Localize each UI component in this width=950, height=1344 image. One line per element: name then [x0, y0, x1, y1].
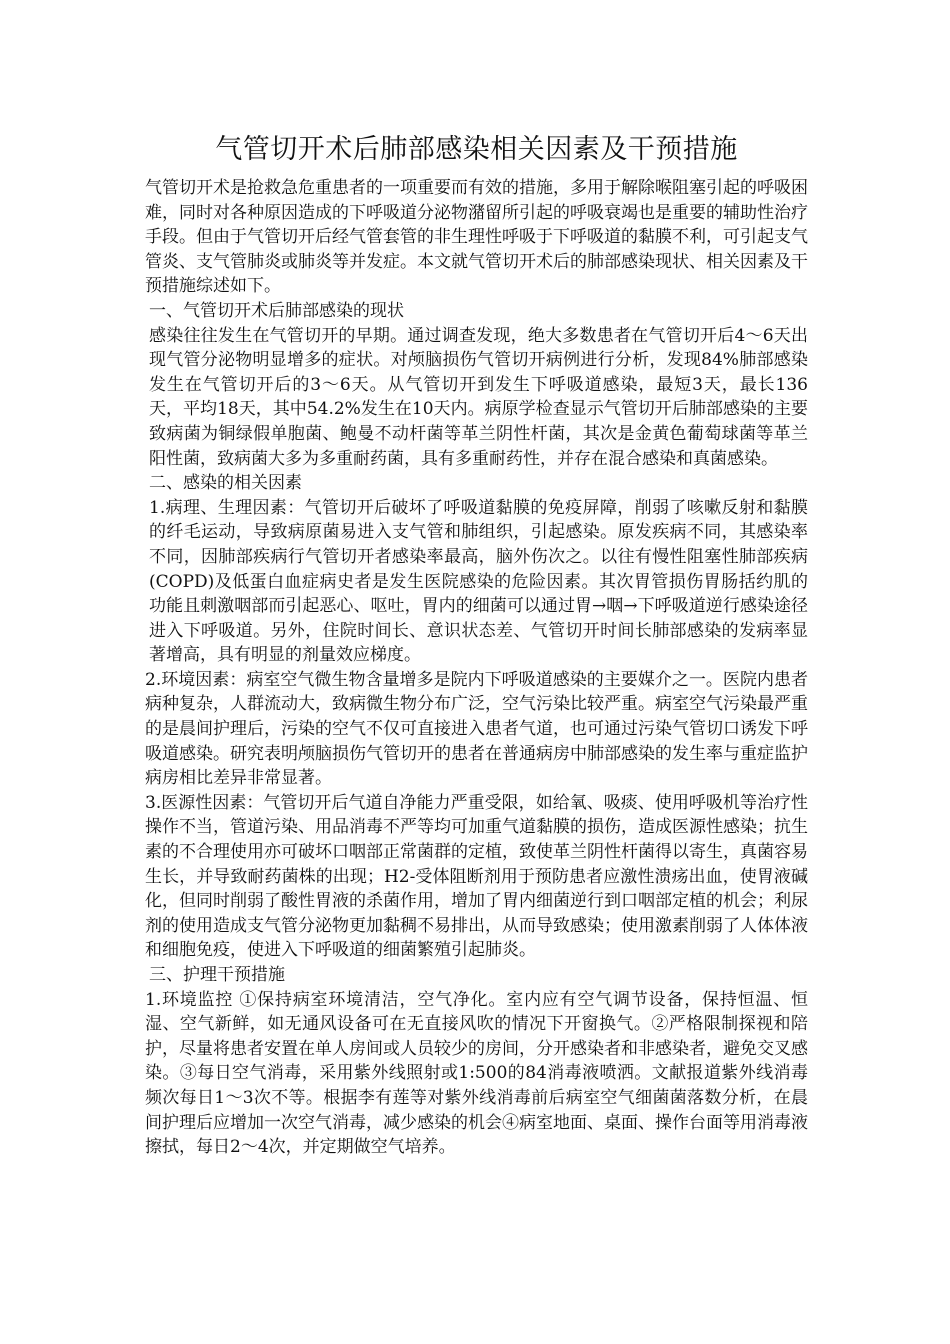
section-2-item-3: 3.医源性因素：气管切开后气道自净能力严重受限，如给氧、吸痰、使用呼吸机等治疗性操作不当，管道污染、用品消毒不严等均可加重气道黏膜的损伤，造成医源性感染；抗生素的不合理使用亦可破坏口咽部正常菌群的定植，致使革兰阴性杆菌得以寄生，真菌容易生长，并导致耐药菌株的出现；H2-受体阻断剂用于预防患者应激性溃疡出血，使胃液碱化，但同时削弱了酸性胃液的杀菌作用，增加了胃内细菌逆行到口咽部定植的机会；利尿剂的使用造成支气管分泌物更加黏稠不易排出，从而导致感染；使用激素削弱了人体体液和细胞免疫，使进入下呼吸道的细菌繁殖引起肺炎。: [145, 792, 808, 961]
document-page: [145, 128, 808, 1160]
section-1-heading: 一、气管切开术后肺部感染的现状: [149, 300, 404, 321]
section-3-item-1: 1.环境监控 ①保持病室环境清洁，空气净化。室内应有空气调节设备，保持恒温、恒湿、空气新鲜，如无通风设备可在无直接风吹的情况下开窗换气。②严格限制探视和陪护，尽量将患者安置在单人房间或人员较少的房间，分开感染者和非感染者，避免交叉感染。③每日空气消毒，采用紫外线照射或1:500的84消毒液喷洒。文献报道紫外线消毒频次每日1～3次不等。根据李有莲等对紫外线消毒前后病室空气细菌菌落数分析，在晨间护理后应增加一次空气消毒，减少感染的机会④病室地面、桌面、操作台面等用消毒液擦拭，每日2～4次，并定期做空气培养。: [145, 989, 808, 1158]
intro-paragraph: 气管切开术是抢救急危重患者的一项重要而有效的措施，多用于解除喉阻塞引起的呼吸困难，同时对各种原因造成的下呼吸道分泌物潴留所引起的呼吸衰竭也是重要的辅助性治疗手段。但由于气管切开后经气管套管的非生理性呼吸于下呼吸道的黏膜不利，可引起支气管炎、支气管肺炎或肺炎等并发症。本文就气管切开术后的肺部感染现状、相关因素及干预措施综述如下。: [145, 178, 808, 297]
section-2-item-2: 2.环境因素：病室空气微生物含量增多是院内下呼吸道感染的主要媒介之一。医院内患者病种复杂，人群流动大，致病微生物分布广泛，空气污染比较严重。病室空气污染最严重的是晨间护理后，污染的空气不仅可直接进入患者气道，也可通过污染气管切口诱发下呼吸道感染。研究表明颅脑损伤气管切开的患者在普通病房中肺部感染的发生率与重症监护病房相比差异非常显著。: [145, 669, 808, 789]
section-2-heading: 二、感染的相关因素: [149, 473, 302, 494]
section-1-body: 感染往往发生在气管切开的早期。通过调查发现，绝大多数患者在气管切开后4～6天出现气管分泌物明显增多的症状。对颅脑损伤气管切开病例进行分析，发现84%肺部感染发生在气管切开后的3～6天。从气管切开到发生下呼吸道感染，最短3天，最长136天，平均18天，其中54.2%发生在10天内。病原学检查显示气管切开后肺部感染的主要致病菌为铜绿假单胞菌、鲍曼不动杆菌等革兰阴性杆菌，其次是金黄色葡萄球菌等革兰阳性菌，致病菌大多为多重耐药菌，具有多重耐药性，并存在混合感染和真菌感染。: [149, 325, 808, 469]
section-3-heading: 三、护理干预措施: [149, 965, 285, 985]
section-2-item-1: 1.病理、生理因素：气管切开后破坏了呼吸道黏膜的免疫屏障，削弱了咳嗽反射和黏膜的纤毛运动，导致病原菌易进入支气管和肺组织，引起感染。原发疾病不同，其感染率不同，因肺部疾病行气管切开者感染率最高，脑外伤次之。以往有慢性阻塞性肺部疾病(COPD)及低蛋白血症病史者是发生医院感染的危险因素。其次胃管损伤胃肠括约肌的功能且刺激咽部而引起恶心、呕吐，胃内的细菌可以通过胃→咽→下呼吸道逆行感染途径进入下呼吸道。另外，住院时间长、意识状态差、气管切开时间长肺部感染的发病率显著增高，具有明显的剂量效应梯度。: [149, 497, 808, 666]
document-title: 气管切开术后肺部感染相关因素及干预措施: [215, 134, 738, 165]
